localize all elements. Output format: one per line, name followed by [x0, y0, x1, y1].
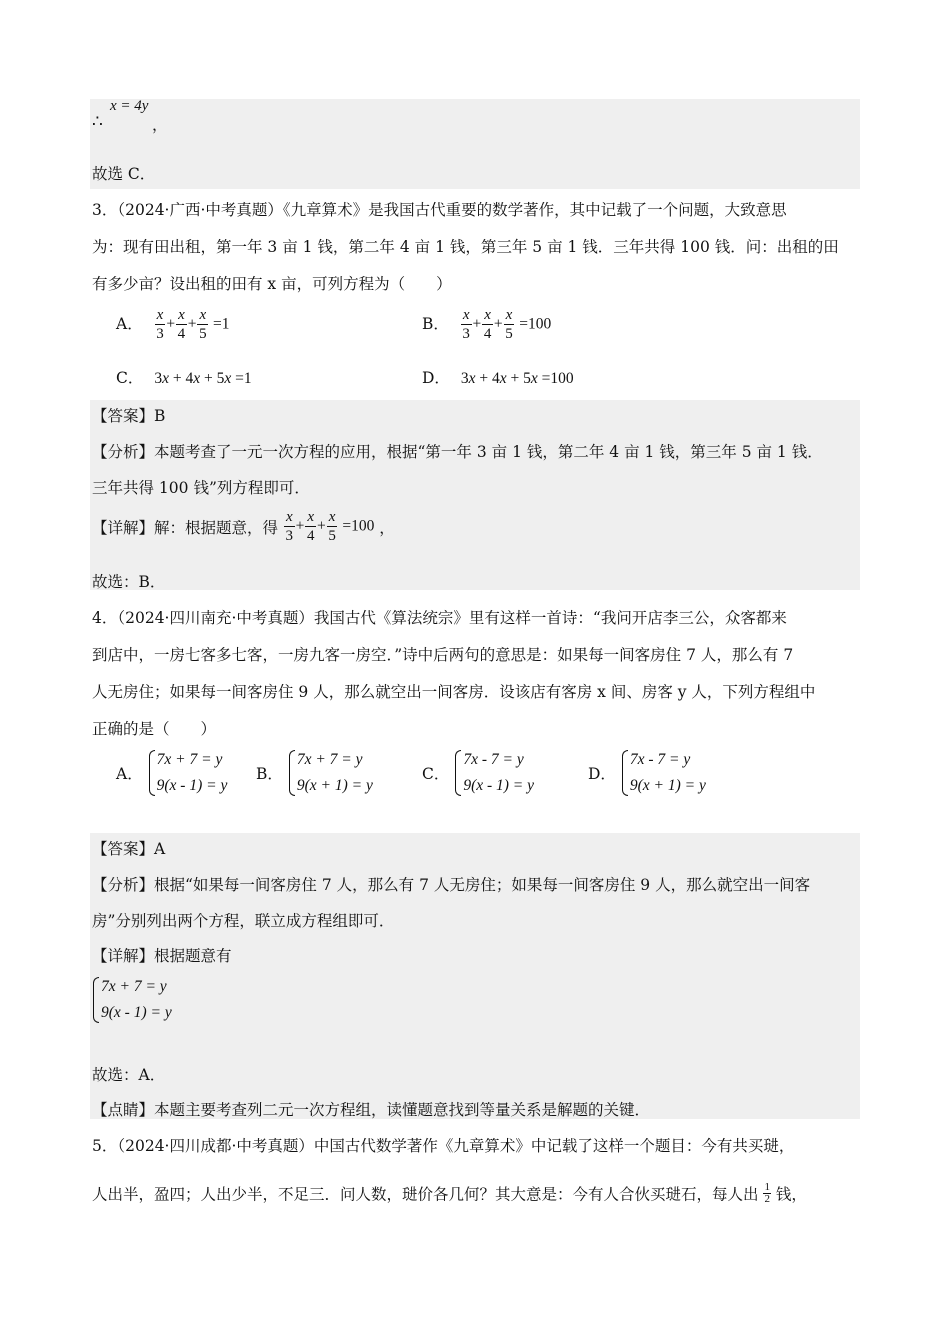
option-label: B． [256, 765, 283, 783]
one-half-fraction [763, 1182, 771, 1205]
option-system [454, 747, 534, 799]
q4-comment: 【点睛】本题主要考查列二元一次方程组，读懂题意找到等量关系是解题的关键． [92, 1101, 651, 1119]
q3-option-b [422, 308, 551, 342]
detail-prefix: 【详解】解：根据题意，得 [92, 519, 279, 537]
detail-equation: $\frac{x}{3}$ + $\frac{x}{4}$ + $\frac{x}{5}$ =100 [285, 509, 375, 544]
system-eq2: 9(x - 1) = y [156, 777, 228, 794]
q4-analysis-line1: 【分析】根据“如果每一间客房住 7 人，那么有 7 人无房住；如果每一间客房住 9 人，那么就空出一间客 [92, 876, 811, 894]
option-expr: 3x + 4x + 5x =100 [460, 370, 574, 387]
option-label: C． [116, 369, 144, 387]
q3-analysis-line2: 三年共得 100 钱”列方程即可． [92, 479, 310, 497]
q3-stem-line3: 有多少亩？设出租的田有 x 亩，可列方程为（ ） [92, 275, 452, 293]
q4-detail-system [92, 974, 172, 1026]
option-label: D． [422, 369, 450, 387]
stem-text: 人出半，盈四；人出少半，不足三．问人数，琎价各几何？其大意是：今有人合伙买琎石，每人出 [92, 1185, 759, 1204]
fraction-numerator: 1 [764, 1181, 770, 1193]
q4-detail: 【详解】根据题意有 [92, 947, 232, 965]
q4-option-c [422, 747, 534, 799]
fraction-denominator: 2 [764, 1193, 770, 1205]
option-system [148, 747, 228, 799]
q4-answer: 【答案】A [92, 840, 166, 858]
q3-analysis-line1: 【分析】本题考查了一元一次方程的应用，根据“第一年 3 亩 1 钱，第二年 4 亩 1 钱，第三年 5 亩 1 钱． [92, 443, 823, 461]
q3-option-d [422, 366, 574, 388]
equation-x-4y: x = 4y [110, 98, 149, 114]
q4-stem-line1: 4．（2024·四川南充·中考真题）我国古代《算法统宗》里有这样一首诗：“我问开店李三公，众客都来 [92, 609, 787, 627]
system-eq1: 7x - 7 = y [463, 751, 524, 768]
system-eq2: 9(x + 1) = y [629, 777, 706, 794]
q4-stem-line2: 到店中，一房七客多七客，一房九客一房空．”诗中后两句的意思是：如果每一间客房住 7 人，那么有 7 [92, 646, 794, 664]
stem-text: 钱， [775, 1185, 807, 1204]
q4-stem-line4: 正确的是（ ） [92, 720, 217, 738]
option-label: D． [588, 765, 616, 783]
q3-option-c [116, 366, 252, 388]
option-label: A． [116, 765, 143, 783]
q3-choose: 故选：B． [92, 573, 166, 591]
q5-stem-line2 [92, 1182, 807, 1205]
option-label: C． [422, 765, 450, 783]
option-label: A． [116, 315, 143, 333]
solution-block-prev [90, 99, 860, 189]
option-label: B． [422, 315, 449, 333]
choose-c: 故选 C． [92, 165, 156, 183]
system-eq1: 7x + 7 = y [156, 751, 223, 768]
system-eq1: 7x - 7 = y [629, 751, 691, 768]
q4-analysis-line2: 房”分别列出两个方程，联立成方程组即可． [92, 912, 395, 930]
q5-stem-line1: 5．（2024·四川成都·中考真题）中国古代数学著作《九章算术》中记载了这样一个题目：今有共买琎， [92, 1137, 795, 1155]
q4-stem-line3: 人无房住；如果每一间客房住 9 人，那么就空出一间客房．设该店有客房 x 间、房客 y 人，下列方程组中 [92, 683, 816, 701]
option-system [288, 747, 373, 799]
system-eq2: 9(x - 1) = y [101, 1004, 172, 1021]
q4-option-d [588, 747, 706, 799]
therefore-symbol: ∴ [92, 112, 103, 131]
detail-suffix: ， [379, 519, 395, 537]
system-eq2: 9(x - 1) = y [463, 777, 535, 794]
q4-option-b [256, 747, 373, 799]
q4-option-a [116, 747, 227, 799]
option-expr: 3x + 4x + 5x =1 [154, 370, 252, 387]
q3-answer: 【答案】B [92, 407, 166, 425]
q3-detail [92, 510, 395, 544]
q4-choose: 故选：A． [92, 1066, 166, 1084]
comma: ， [152, 116, 168, 134]
option-expr: $\frac{x}{3}$ + $\frac{x}{4}$ + $\frac{x}{5}$ =100 [462, 307, 552, 342]
q3-stem-line2: 为：现有田出租，第一年 3 亩 1 钱，第二年 4 亩 1 钱，第三年 5 亩 1 钱．三年共得 100 钱．问：出租的田 [92, 238, 839, 256]
system-eq1: 7x + 7 = y [296, 751, 363, 768]
q3-stem-line1: 3．（2024·广西·中考真题）《九章算术》是我国古代重要的数学著作，其中记载了一个问题，大致意思 [92, 201, 787, 219]
option-expr: $\frac{x}{3}$ + $\frac{x}{4}$ + $\frac{x}{5}$ =1 [156, 307, 230, 342]
option-system [621, 747, 706, 799]
system-eq2: 9(x + 1) = y [296, 777, 373, 794]
q3-option-a [116, 308, 230, 342]
system-eq1: 7x + 7 = y [101, 978, 167, 995]
